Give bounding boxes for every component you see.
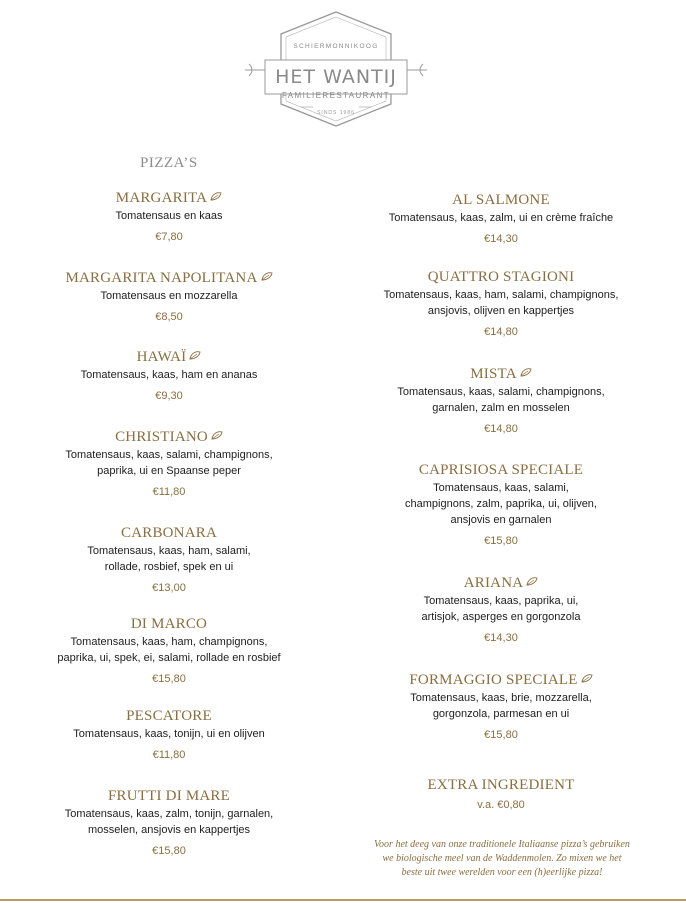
description-line: Tomatensaus, kaas, ham, salami,	[87, 545, 251, 557]
pizza-price: €15,80	[152, 673, 186, 685]
description-line: Tomatensaus, kaas, ham, salami, champignons,	[383, 289, 619, 301]
menu-item	[34, 707, 304, 762]
pizza-description	[34, 447, 304, 479]
pizza-name-text: QUATTRO STAGIONI	[427, 269, 575, 285]
pizza-name-text: CHRISTIANO	[115, 429, 208, 445]
menu-item	[34, 524, 304, 595]
pizza-name-text: CARBONARA	[121, 525, 217, 541]
pizza-name	[34, 348, 304, 366]
description-line: ansjovis, olijven en kappertjes	[427, 305, 575, 317]
pizza-description	[34, 208, 304, 224]
pizza-price: €13,00	[152, 582, 186, 594]
description-line: ansjovis en garnalen	[450, 514, 552, 526]
pizza-name-text: FRUTTI DI MARE	[108, 788, 230, 804]
pizza-description	[356, 384, 646, 416]
pizza-description	[34, 543, 304, 575]
menu-item	[34, 615, 304, 686]
menu-item	[34, 269, 304, 324]
pizza-name	[34, 428, 304, 446]
pizza-description	[34, 288, 304, 304]
pizza-price: €14,80	[484, 326, 518, 338]
pizza-name	[356, 365, 646, 383]
pizza-name	[356, 776, 646, 794]
pizza-name	[356, 268, 646, 286]
description-line: Tomatensaus en mozzarella	[100, 290, 238, 302]
pizza-name	[34, 707, 304, 725]
menu-item	[356, 365, 646, 436]
description-line: garnalen, zalm en mosselen	[432, 402, 570, 414]
pizza-price: €8,50	[155, 311, 183, 323]
logo-since: SINDS 1986	[317, 110, 355, 116]
pizza-name	[356, 671, 646, 689]
note-line: Voor het deeg van onze traditionele Italiaanse pizza’s gebruiken	[374, 839, 630, 850]
leaf-icon	[261, 268, 273, 286]
description-line: Tomatensaus, kaas, ham, champignons,	[70, 636, 268, 648]
description-line: paprika, ui, spek, ei, salami, rollade en rosbief	[57, 652, 281, 664]
description-line: Tomatensaus, kaas, zalm, ui en crème fraîche	[388, 212, 614, 224]
description-line: Tomatensaus en kaas	[115, 210, 223, 222]
pizza-name	[356, 574, 646, 592]
pizza-description	[356, 690, 646, 722]
pizza-price: €9,30	[155, 390, 183, 402]
pizza-price: €14,30	[484, 233, 518, 245]
dough-note	[352, 838, 652, 880]
pizza-description	[356, 287, 646, 319]
menu-item	[356, 671, 646, 742]
pizza-price: €15,80	[484, 729, 518, 741]
menu-item	[356, 191, 646, 246]
pizza-price: v.a. €0,80	[477, 799, 525, 811]
pizza-name-text: MARGARITA	[115, 190, 208, 206]
leaf-icon	[211, 427, 223, 445]
description-line: paprika, ui en Spaanse peper	[97, 465, 241, 477]
pizza-name-text: PESCATORE	[126, 708, 212, 724]
logo-brand-name: HET WANTIJ	[275, 66, 397, 88]
note-line: beste uit twee werelden voor een (h)eerlijke pizza!	[401, 867, 603, 878]
section-title: PIZZA’S	[140, 155, 198, 171]
pizza-name-text: DI MARCO	[130, 616, 208, 632]
logo-subtitle: FAMILIERESTAURANT	[281, 91, 391, 100]
menu-item	[356, 574, 646, 645]
pizza-description	[356, 210, 646, 226]
pizza-name	[34, 787, 304, 805]
pizza-description	[34, 726, 304, 742]
description-line: Tomatensaus, kaas, salami, champignons,	[397, 386, 605, 398]
pizza-price: €14,30	[484, 632, 518, 644]
pizza-name-text: FORMAGGIO SPECIALE	[409, 672, 578, 688]
leaf-icon	[581, 670, 593, 688]
pizza-name	[34, 615, 304, 633]
description-line: Tomatensaus, kaas, brie, mozzarella,	[410, 692, 592, 704]
logo-location: SCHIERMONNIKOOG	[293, 43, 379, 50]
pizza-name-text: AL SALMONE	[452, 192, 550, 208]
pizza-name-text: MARGARITA NAPOLITANA	[65, 270, 258, 286]
description-line: Tomatensaus, kaas, salami, champignons,	[65, 449, 273, 461]
pizza-description	[34, 367, 304, 383]
pizza-price: €7,80	[155, 231, 183, 243]
leaf-icon	[210, 188, 222, 206]
footer-rule	[0, 899, 686, 901]
pizza-description	[356, 480, 646, 528]
pizza-name	[356, 461, 646, 479]
pizza-price: €15,80	[484, 535, 518, 547]
pizza-name	[34, 189, 304, 207]
pizza-name-text: MISTA	[470, 366, 517, 382]
pizza-name-text: ARIANA	[463, 575, 524, 591]
description-line: artisjok, asperges en gorgonzola	[421, 611, 581, 623]
menu-item	[34, 189, 304, 244]
pizza-name-text: HAWAÏ	[136, 349, 187, 365]
menu-item	[356, 776, 646, 812]
pizza-name-text: CAPRISIOSA SPECIALE	[418, 462, 584, 478]
pizza-price: €14,80	[484, 423, 518, 435]
note-line: we biologische meel van de Waddenmolen. Zo mixen we het	[382, 853, 622, 864]
description-line: Tomatensaus, kaas, zalm, tonijn, garnalen,	[64, 808, 274, 820]
pizza-name	[34, 269, 304, 287]
description-line: Tomatensaus, kaas, tonijn, ui en olijven	[73, 728, 265, 740]
menu-item	[34, 348, 304, 403]
menu-item	[34, 428, 304, 499]
pizza-price: €11,80	[152, 749, 186, 761]
description-line: rollade, rosbief, spek en ui	[104, 561, 234, 573]
description-line: Tomatensaus, kaas, salami,	[433, 482, 569, 494]
description-line: champignons, zalm, paprika, ui, olijven,	[405, 498, 597, 510]
description-line: Tomatensaus, kaas, ham en ananas	[80, 369, 258, 381]
pizza-description	[356, 593, 646, 625]
pizza-price: €11,80	[152, 486, 186, 498]
leaf-icon	[526, 573, 538, 591]
restaurant-logo	[243, 10, 429, 128]
leaf-icon	[520, 364, 532, 382]
pizza-name	[34, 524, 304, 542]
menu-item	[356, 461, 646, 548]
menu-item	[356, 268, 646, 339]
description-line: gorgonzola, parmesan en ui	[432, 708, 570, 720]
leaf-icon	[189, 347, 201, 365]
description-line: mosselen, ansjovis en kappertjes	[87, 824, 251, 836]
description-line: Tomatensaus, kaas, paprika, ui,	[423, 595, 579, 607]
pizza-description	[34, 634, 304, 666]
pizza-price: €15,80	[152, 845, 186, 857]
menu-item	[34, 787, 304, 858]
pizza-name	[356, 191, 646, 209]
pizza-description	[34, 806, 304, 838]
pizza-name-text: EXTRA INGREDIENT	[427, 777, 575, 793]
